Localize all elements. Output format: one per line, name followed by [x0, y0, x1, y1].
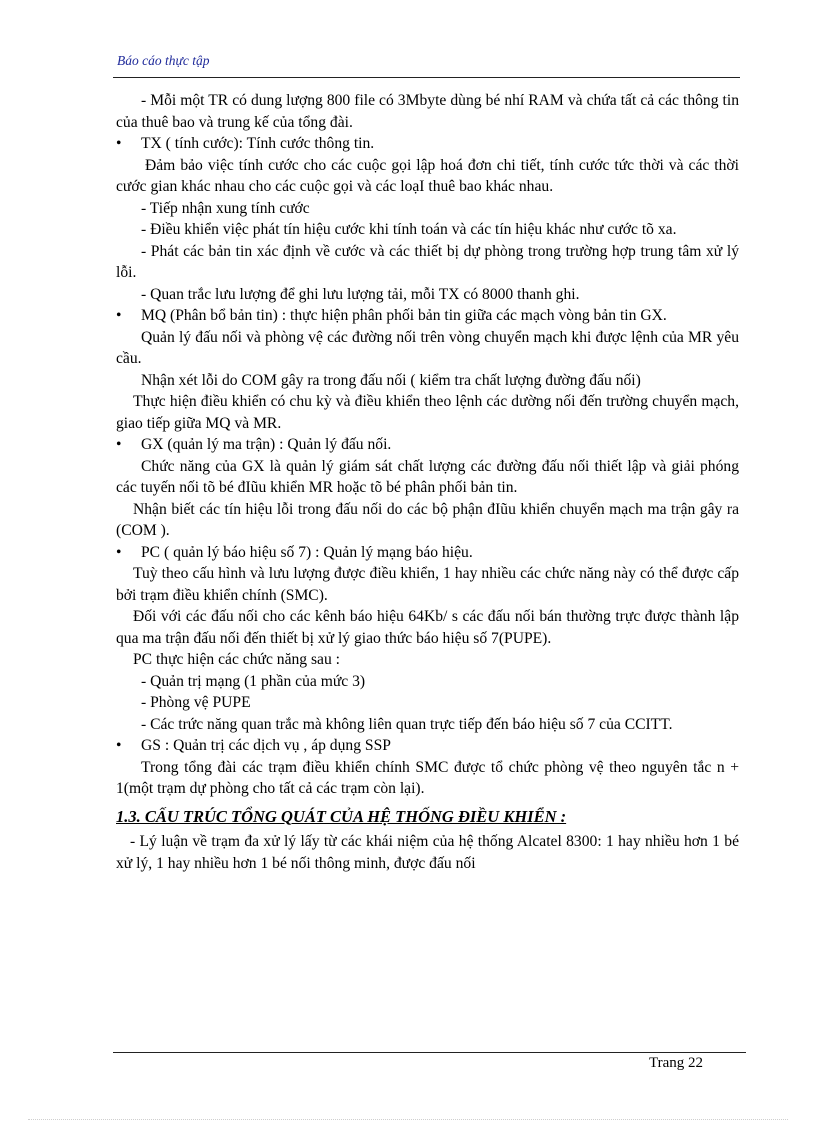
bullet-item [116, 542, 739, 564]
bullet-item [116, 305, 739, 327]
paragraph: Tuỳ theo cấu hình và lưu lượng được điều khiển, 1 hay nhiều các chức năng này có thể được cấp bởi trạm điều khiển chính (SMC). [116, 565, 739, 604]
paragraph: Đảm bảo việc tính cước cho các cuộc gọi lập hoá đơn chi tiết, tính cước tức thời và các thời cước gian khác nhau cho các cuộc gọi và các loạI thuê bao khác nhau. [116, 156, 739, 195]
bullet-item [116, 133, 739, 155]
paragraph: - Phòng vệ PUPE [141, 694, 251, 711]
paragraph: - Điều khiển việc phát tín hiệu cước khi tính toán và các tín hiệu khác như cước tõ xa. [141, 221, 677, 238]
bullet-text: GS : Quản trị các dịch vụ , áp dụng SSP [141, 737, 391, 754]
bullet-icon: • [116, 436, 122, 453]
bullet-icon: • [116, 737, 122, 754]
bullet-item [116, 434, 739, 456]
paragraph: Trong tổng đài các trạm điều khiển chính SMC được tổ chức phòng vệ theo nguyên tắc n + 1(một trạm dự phòng cho tất cả các trạm còn lại). [116, 758, 739, 797]
document-body [116, 90, 739, 874]
paragraph: Thực hiện điều khiển có chu kỳ và điều khiển theo lệnh các dường nối đến trường chuyển mạch, giao tiếp giữa MQ và MR. [116, 393, 739, 432]
bullet-text: MQ (Phân bổ bản tin) : thực hiện phân phối bản tin giữa các mạch vòng bản tin GX. [141, 307, 667, 324]
footer-divider [113, 1052, 746, 1053]
page-edge-divider [28, 1119, 788, 1120]
paragraph: Chức năng của GX là quản lý giám sát chất lượng các đường đấu nối thiết lập và giải phóng các tuyến nối tõ bé đIũu khiển MR hoặc tõ bé phân phối bản tin. [116, 457, 739, 496]
bullet-icon: • [116, 307, 122, 324]
paragraph: - Mỗi một TR có dung lượng 800 file có 3Mbyte dùng bé nhí RAM và chứa tất cả các thông tin của thuê bao và trung kế của tổng đài. [116, 92, 739, 131]
paragraph: - Quan trắc lưu lượng để ghi lưu lượng tải, mỗi TX có 8000 thanh ghi. [141, 285, 580, 303]
bullet-text: GX (quản lý ma trận) : Quản lý đấu nối. [141, 436, 392, 453]
page-number: Trang 22 [649, 1055, 704, 1071]
paragraph: - Tiếp nhận xung tính cước [141, 199, 310, 217]
bullet-icon: • [116, 543, 122, 561]
paragraph: Quản lý đấu nối và phòng vệ các đường nối trên vòng chuyển mạch khi được lệnh của MR yêu cầu. [116, 328, 739, 367]
header-divider [113, 77, 740, 78]
header-title: Báo cáo thực tập [117, 53, 210, 68]
paragraph: - Quản trị mạng (1 phần của mức 3) [141, 672, 366, 690]
paragraph: Đối với các đấu nối cho các kênh báo hiệu 64Kb/ s các đấu nối bán thường trực được thành lập qua ma trận đấu nối đến thiết bị xử lý giao thức báo hiệu số 7(PUPE). [116, 608, 739, 647]
paragraph: Nhận biết các tín hiệu lỗi trong đấu nối do các bộ phận đIũu khiển chuyển mạch ma trận gây ra (COM ). [116, 500, 739, 539]
paragraph: PC thực hiện các chức năng sau : [133, 651, 340, 668]
bullet-text: PC ( quản lý báo hiệu số 7) : Quản lý mạng báo hiệu. [141, 543, 473, 561]
section-heading: 1.3. CẤU TRÚC TỔNG QUÁT CỦA HỆ THỐNG ĐIỀU KHIỂN : [116, 806, 567, 826]
bullet-icon: • [116, 135, 122, 152]
bullet-text: TX ( tính cước): Tính cước thông tin. [141, 135, 375, 152]
bullet-item [116, 735, 739, 757]
paragraph: Nhận xét lỗi do COM gây ra trong đấu nối ( kiểm tra chất lượng đường đấu nối) [141, 371, 641, 389]
paragraph: - Phát các bản tin xác định về cước và các thiết bị dự phòng trong trường hợp trung tâm xử lý lỗi. [116, 242, 739, 281]
paragraph: - Các trức năng quan trắc mà không liên quan trực tiếp đến báo hiệu số 7 của CCITT. [141, 715, 673, 733]
paragraph: - Lý luận về trạm đa xử lý lấy từ các khái niệm của hệ thống Alcatel 8300: 1 hay nhiều hơn 1 bé xử lý, 1 hay nhiều hơn 1 bé nối thông minh, được đấu nối [116, 833, 739, 872]
